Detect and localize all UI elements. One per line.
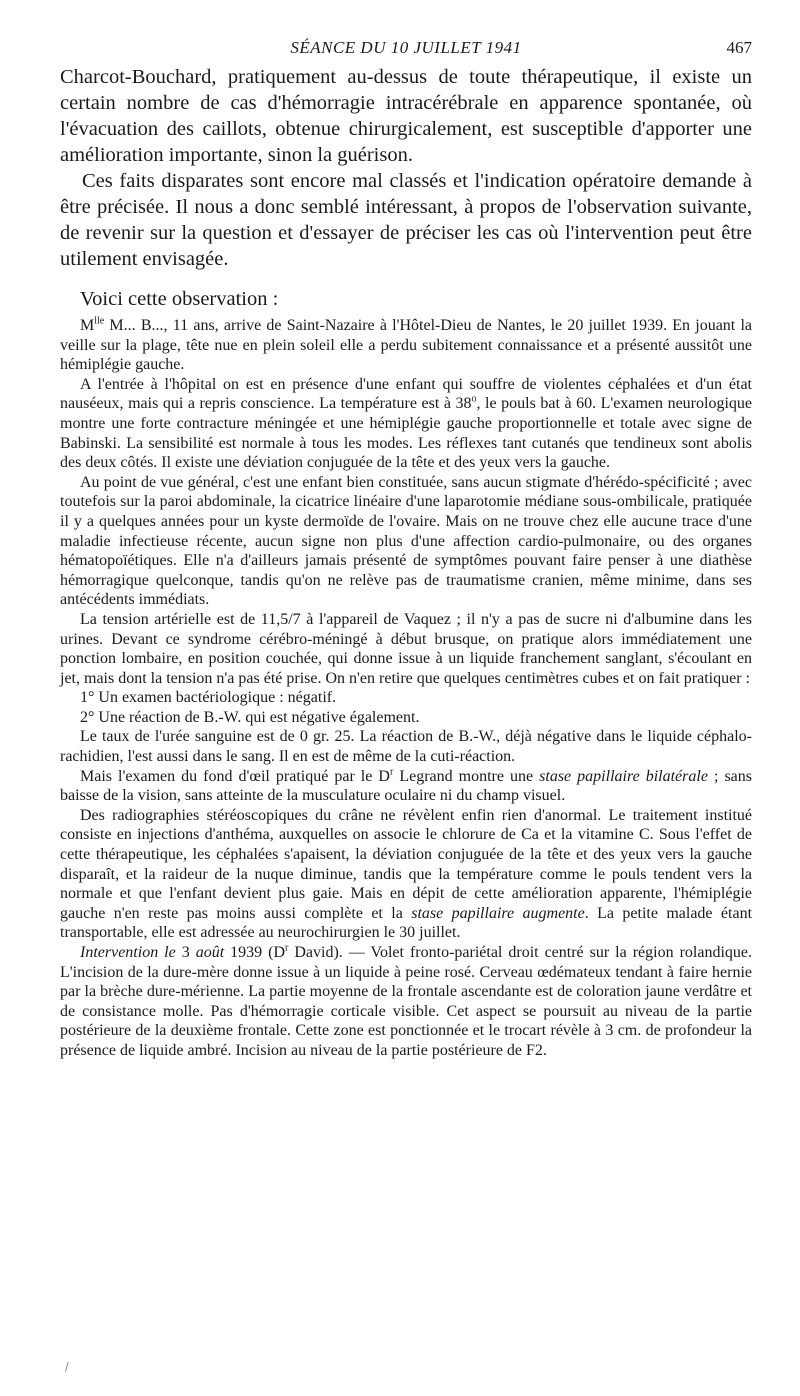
text-run: M... B..., 11 ans, arrive de Saint-Nazaire à l'Hôtel-Dieu de Nantes, le 20 juillet 1939. En jouant la veille sur la plage, tête nue en plein soleil elle a perdu subitement connaissance et a présenté aussitôt une hémiplégie gauche. [60,317,752,374]
text-run: , le pouls bat à 60. L'examen neurologique montre une forte contracture méningée et une hémiplégie gauche proportionnelle et totale avec signe de Babinski. La sensibilité est normale à tous les modes. Les réflexes tant cutanés que tendineux sont abolis des deux côtés. Il existe une déviation conjuguée de la tête et des yeux vers la gauche. [60,395,752,472]
text-run: 1939 (D [224,944,286,961]
text-run: Legrand montre une [393,767,540,785]
text-run: 3 [175,944,196,961]
text-run: ; sans baisse de la vision, sans atteinte de la musculature oculaire ni du champ visuel. [60,767,752,805]
text-run: Des radiographies stéréoscopiques du crâne ne révèlent enfin rien d'anormal. Le traitement institué consiste en injections d'anthéma, auxquelles on associe le chlorure de Ca et la vitamine C. Sous l'effet de cette thérapeutique, les céphalées s'apaisent, la déviation conjuguée de la tête et des yeux vers la gauche disparaît, et la raideur de la nuque diminue, tandis que la température comme le pouls tendent vers la normale et que l'enfant devient plus gaie. Mais en dépit de cette amélioration apparente, l'hémiplégie gauche n'en reste pas moins aussi complète et la [60,806,752,922]
running-head-title: SÉANCE DU 10 JUILLET 1941 [290,38,522,57]
case-paragraph: Le taux de l'urée sanguine est de 0 gr. 25. La réaction de B.-W., déjà négative dans le liquide céphalo-rachidien, l'est aussi dans le sang. Il en est de même de la cuti-réaction. [60,728,752,766]
text-run: David). — Volet fronto-pariétal droit centré sur la région rolandique. L'incision de la dure-mère donne issue à un liquide à peine rosé. Cerveau œdémateux tendant à faire hernie par la brèche dure-mérienne. La partie moyenne de la frontale ascendante est de coloration jaune verdâtre et de consistance molle. Pas d'hémorragie corticale visible. Cet aspect se poursuit au niveau de la partie postérieure de la deuxième frontale. Cette zone est ponctionnée et le trocart révèle à 3 cm. de profondeur la présence de liquide ambré. Incision au niveau de la partie postérieure de F2. [60,944,753,1059]
case-paragraph [60,943,752,1061]
case-report [60,316,752,1061]
text-run: M [80,317,95,334]
section-heading: Voici cette observation : [80,288,279,310]
stray-scan-mark: \ [60,1360,73,1375]
text-run: Mais l'examen du fond d'œil pratiqué par le D [80,767,390,785]
book-page [60,38,752,1061]
superscript: r [285,942,289,954]
superscript: lle [94,315,105,327]
case-list-item: 2° Une réaction de B.-W. qui est négative également. [80,708,420,726]
text-run: . La petite malade étant transportable, elle est adressée au neurochirurgien le 30 juillet. [60,904,753,942]
running-head [60,38,752,64]
italic-emphasis: stase papillaire augmente [411,904,585,922]
italic-emphasis: stase papillaire bilatérale [539,767,708,785]
case-list-item: 1° Un examen bactériologique : négatif. [80,689,337,707]
text-run: A l'entrée à l'hôpital on est en présence d'une enfant qui souffre de violentes céphalées et d'un état nauséeux, mais qui a repris conscience. La température est à 38 [60,375,752,413]
italic-emphasis: Intervention le [80,944,176,961]
page-number: 467 [726,38,752,57]
superscript: o [471,394,477,406]
case-paragraph: Au point de vue général, c'est une enfant bien constituée, sans aucun stigmate d'hérédo-spécificité ; avec toutefois sur la paroi abdominale, la cicatrice linéaire d'une laparotomie médiane sous-ombilicale, pratiquée il y a quelques années pour un kyste dermoïde de l'ovaire. Mais on ne trouve chez elle aucune trace d'une maladie infectieuse récente, aucun signe non plus d'une affection cardio-pulmonaire, ou des organes hématopoïétiques. Elle n'a d'ailleurs jamais présenté de symptômes pouvant faire penser à une diathèse hémorragique quelconque, tandis qu'on ne relève pas de traumatisme cranien, même minime, dans ses antécédents immédiats. [60,473,752,609]
lead-paragraph: Ces faits disparates sont encore mal classés et l'indication opératoire demande à être précisée. Il nous a donc semblé intéressant, à propos de l'observation suivante, de revenir sur la question et d'essayer de préciser les cas où l'intervention peut être utilement envisagée. [60,170,752,270]
lead-paragraph: Charcot-Bouchard, pratiquement au-dessus de toute thérapeutique, il existe un certain nombre de cas d'hémorragie intracérébrale en apparence spontanée, où l'évacuation des caillots, obtenue chirurgicalement, est susceptible d'apporter une amélioration importante, sinon la guérison. [60,66,752,166]
case-paragraph [60,806,752,943]
case-paragraph [60,375,752,473]
case-paragraph: La tension artérielle est de 11,5/7 à l'appareil de Vaquez ; il n'y a pas de sucre ni d'albumine dans les urines. Devant ce syndrome cérébro-méningé à début brusque, on pratique alors immédiatement une ponction lombaire, en position couchée, qui donne issue à un liquide franchement sanglant, s'écoulant en jet, mais dont la tension n'a pas été prise. On n'en retire que quelques centimètres cubes et on fait pratiquer : [60,610,752,687]
italic-emphasis: août [195,944,225,961]
case-paragraph [60,767,752,806]
lead-text [60,64,752,272]
case-paragraph [60,316,752,375]
superscript: r [389,766,394,778]
